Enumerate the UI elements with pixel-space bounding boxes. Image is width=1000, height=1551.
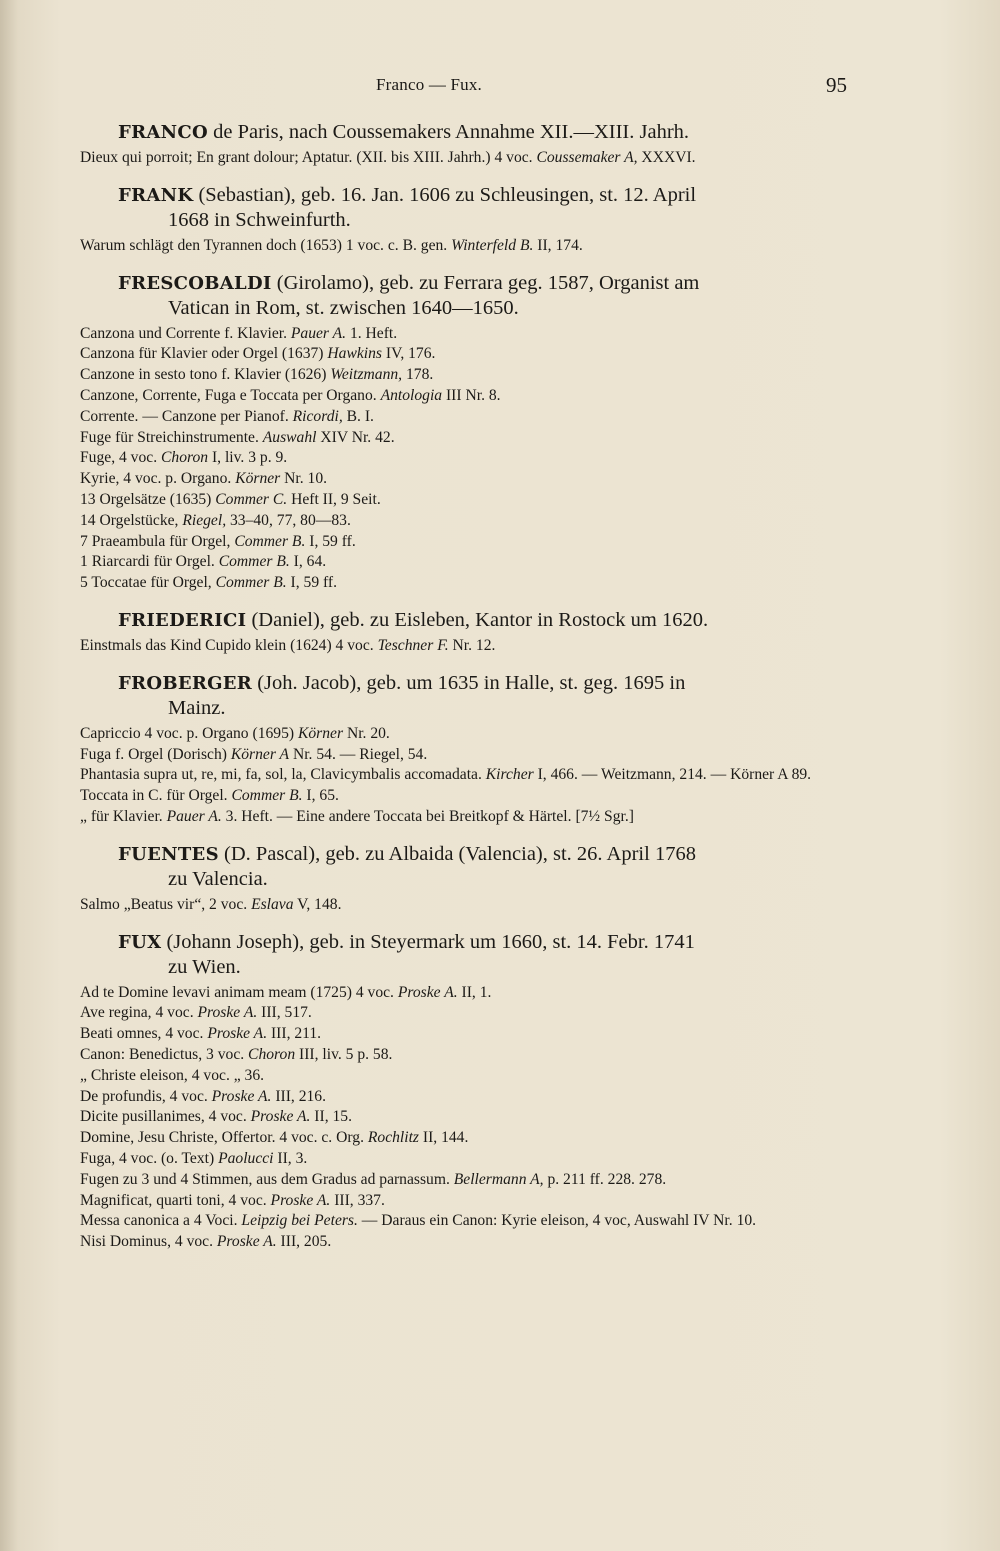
entries-list — [80, 120, 870, 1253]
work-source: Commer C. — [215, 490, 288, 508]
composer-entry — [80, 271, 870, 594]
work-reference: Nr. 20. — [343, 724, 390, 742]
work-item — [80, 724, 870, 745]
composer-description-continued: Mainz. — [168, 696, 226, 719]
work-reference: III, 337. — [330, 1191, 385, 1209]
work-source: Choron — [161, 449, 209, 467]
page-number: 95 — [826, 73, 847, 97]
work-item — [80, 324, 870, 345]
work-source: Pauer A. — [290, 324, 347, 342]
work-source: Winterfeld B. — [451, 236, 534, 254]
composer-description: (Sebastian), geb. 16. Jan. 1606 zu Schleusingen, st. 12. April — [193, 183, 697, 206]
work-reference: III, liv. 5 p. 58. — [295, 1045, 393, 1063]
composer-description: (Joh. Jacob), geb. um 1635 in Halle, st. geg. 1695 in — [252, 671, 686, 694]
work-title: Warum schlägt den Tyrannen doch (1653) 1 voc. c. B. gen. — [80, 236, 452, 254]
work-source: Commer B. — [231, 787, 303, 805]
work-source: Weitzmann, — [330, 366, 403, 384]
work-reference: II, 15. — [310, 1108, 352, 1126]
composer-description: de Paris, nach Coussemakers Annahme XII.—XIII. Jahrh. — [207, 121, 690, 143]
work-title: Ad te Domine levavi animam meam (1725) 4 voc. — [80, 983, 398, 1001]
work-reference: p. 211 ff. 228. 278. — [543, 1170, 667, 1188]
composer-heading — [118, 120, 870, 145]
work-title: Canzona für Klavier oder Orgel (1637) — [80, 345, 328, 363]
composer-heading — [118, 608, 870, 633]
composer-description: (Daniel), geb. zu Eisleben, Kantor in Rostock um 1620. — [246, 608, 709, 631]
work-item — [80, 1024, 870, 1045]
work-item — [80, 511, 870, 532]
work-item — [80, 1149, 870, 1170]
work-source: Commer B. — [215, 574, 287, 592]
composer-name: FRESCOBALDI — [118, 272, 272, 294]
work-title: Ave regina, 4 voc. — [80, 1004, 198, 1022]
work-reference: II, 174. — [533, 236, 583, 254]
work-title: Dicite pusillanimes, 4 voc. — [80, 1108, 251, 1126]
work-source: Ricordi, — [292, 407, 343, 425]
work-source: Körner — [235, 470, 281, 488]
works-list — [80, 636, 870, 657]
work-title: 5 Toccatae für Orgel, — [80, 574, 216, 592]
work-reference: IV, 176. — [381, 345, 436, 363]
work-item — [80, 386, 870, 407]
composer-name: FUX — [118, 931, 162, 953]
work-reference: I, 59 ff. — [305, 532, 356, 550]
composer-heading — [118, 183, 870, 233]
work-title: Corrente. — Canzone per Pianof. — [80, 407, 293, 425]
work-item — [80, 765, 870, 786]
work-reference: Nr. 10. — [280, 470, 328, 488]
composer-entry — [80, 608, 870, 657]
work-reference: 1. Heft. — [346, 324, 398, 342]
work-title: Canzone, Corrente, Fuga e Toccata per Organo. — [80, 386, 381, 404]
work-item — [80, 807, 870, 828]
work-source: Pauer A. — [166, 807, 222, 825]
work-title: Fuge für Streichinstrumente. — [80, 428, 263, 446]
work-title: Einstmals das Kind Cupido klein (1624) 4 voc. — [80, 636, 378, 654]
work-source: Hawkins — [327, 345, 382, 363]
work-source: Proske A. — [216, 1233, 277, 1251]
work-item — [80, 448, 870, 469]
composer-entry — [80, 183, 870, 257]
work-title: Toccata in C. für Orgel. — [80, 787, 232, 805]
work-source: Kircher — [485, 766, 534, 784]
work-title: Nisi Dominus, 4 voc. — [80, 1233, 217, 1251]
work-item — [80, 1191, 870, 1212]
composer-entry — [80, 842, 870, 916]
work-source: Teschner F. — [377, 636, 449, 654]
composer-heading — [118, 271, 870, 321]
work-source: Antologia — [380, 386, 443, 404]
work-title: Fugen zu 3 und 4 Stimmen, aus dem Gradus ad parnassum. — [80, 1170, 454, 1188]
work-item — [80, 428, 870, 449]
running-title: Franco — Fux. — [376, 75, 483, 94]
composer-description-continued: Vatican in Rom, st. zwischen 1640—1650. — [168, 296, 519, 319]
work-source: Bellermann A, — [453, 1170, 544, 1188]
work-title: 14 Orgelstücke, — [80, 511, 183, 529]
work-source: Auswahl — [262, 428, 317, 446]
work-title: Salmo „Beatus vir“, 2 voc. — [80, 895, 252, 913]
work-reference: 33–40, 77, 80—83. — [226, 511, 351, 529]
work-reference: Nr. 12. — [448, 636, 496, 654]
work-item — [80, 1170, 870, 1191]
work-source: Coussemaker A, — [536, 149, 638, 166]
work-reference: B. I. — [342, 407, 374, 425]
work-title: Canon: Benedictus, 3 voc. — [80, 1045, 249, 1063]
composer-name: FRANCO — [118, 122, 208, 143]
composer-entry — [80, 120, 870, 169]
work-reference: I, liv. 3 p. 9. — [208, 449, 288, 467]
work-item — [80, 407, 870, 428]
composer-description-continued: 1668 in Schweinfurth. — [168, 208, 351, 231]
work-item — [80, 532, 870, 553]
work-source: Rochlitz — [367, 1129, 419, 1147]
work-reference: V, 148. — [293, 895, 342, 913]
work-reference: XXXVI. — [637, 149, 696, 166]
work-source: Proske A. — [197, 1004, 258, 1022]
work-item — [80, 1107, 870, 1128]
work-reference: — Daraus ein Canon: Kyrie eleison, 4 voc, Auswahl IV Nr. 10. — [357, 1212, 757, 1230]
work-title: 7 Praeambula für Orgel, — [80, 532, 235, 550]
work-title: 13 Orgelsätze (1635) — [80, 490, 216, 508]
composer-entry — [80, 930, 870, 1253]
work-reference: 3. Heft. — Eine andere Toccata bei Breitkopf & Härtel. [7½ Sgr.] — [221, 807, 634, 825]
works-list — [80, 148, 870, 169]
work-title: Capriccio 4 voc. p. Organo (1695) — [80, 724, 298, 742]
work-reference: III, 517. — [257, 1004, 312, 1022]
composer-description-continued: zu Valencia. — [168, 867, 268, 890]
work-reference: I, 65. — [302, 787, 339, 805]
work-title: Dieux qui porroit; En grant dolour; Aptatur. (XII. bis XIII. Jahrh.) 4 voc. — [80, 149, 537, 166]
work-title: Beati omnes, 4 voc. — [80, 1025, 208, 1043]
work-title: Phantasia supra ut, re, mi, fa, sol, la, Clavicymbalis accomadata. — [80, 766, 486, 784]
work-item — [80, 1066, 870, 1087]
works-list — [80, 983, 870, 1253]
work-reference: XIV Nr. 42. — [316, 428, 395, 446]
work-title: „ Christe eleison, 4 voc. — [80, 1066, 230, 1084]
work-item — [80, 236, 870, 257]
work-item — [80, 552, 870, 573]
composer-description: (Girolamo), geb. zu Ferrara geg. 1587, Organist am — [271, 271, 700, 294]
work-title: 1 Riarcardi für Orgel. — [80, 553, 219, 571]
work-source: Commer B. — [234, 532, 306, 550]
work-title: Messa canonica a 4 Voci. — [80, 1212, 242, 1230]
work-item — [80, 745, 870, 766]
work-item — [80, 1087, 870, 1108]
work-source: Choron — [248, 1045, 296, 1063]
work-source: Commer B. — [218, 553, 290, 571]
work-title: Canzona und Corrente f. Klavier. — [80, 324, 291, 342]
work-source: Eslava — [251, 895, 294, 913]
work-reference: „ 36. — [229, 1066, 265, 1084]
work-item — [80, 573, 870, 594]
work-title: Canzone in sesto tono f. Klavier (1626) — [80, 366, 331, 384]
work-item — [80, 1232, 870, 1253]
composer-heading — [118, 930, 870, 980]
work-source: Körner A — [230, 745, 290, 763]
composer-heading — [118, 671, 870, 721]
work-item — [80, 895, 870, 916]
works-list — [80, 324, 870, 594]
composer-description-continued: zu Wien. — [168, 955, 241, 978]
works-list — [80, 724, 870, 828]
work-item — [80, 1003, 870, 1024]
work-item — [80, 344, 870, 365]
work-title: Fuga f. Orgel (Dorisch) — [80, 745, 231, 763]
work-reference: II, 3. — [273, 1149, 308, 1167]
composer-entry — [80, 671, 870, 828]
work-reference: 178. — [402, 366, 434, 384]
work-item — [80, 365, 870, 386]
composer-description: (Johann Joseph), geb. in Steyermark um 1660, st. 14. Febr. 1741 — [161, 930, 695, 953]
composer-name: FRANK — [118, 184, 194, 206]
work-title: Domine, Jesu Christe, Offertor. 4 voc. c. Org. — [80, 1129, 368, 1147]
work-reference: III, 205. — [276, 1233, 332, 1251]
work-source: Körner — [297, 724, 344, 742]
work-item — [80, 1211, 870, 1232]
work-source: Proske A. — [397, 983, 458, 1001]
work-item — [80, 1128, 870, 1149]
work-source: Proske A. — [250, 1108, 311, 1126]
work-item — [80, 490, 870, 511]
work-reference: Nr. 54. — Riegel, 54. — [289, 745, 428, 763]
works-list — [80, 236, 870, 257]
work-title: Kyrie, 4 voc. p. Organo. — [80, 470, 236, 488]
composer-heading — [118, 842, 870, 892]
work-source: Paolucci — [218, 1149, 274, 1167]
work-reference: I, 64. — [289, 553, 327, 571]
work-reference: I, 59 ff. — [286, 574, 338, 592]
work-source: Riegel, — [182, 511, 227, 529]
work-title: De profundis, 4 voc. — [80, 1087, 212, 1105]
work-title: Fuge, 4 voc. — [80, 449, 161, 467]
work-item — [80, 1045, 870, 1066]
work-reference: Heft II, 9 Seit. — [287, 490, 381, 508]
work-reference: I, 466. — Weitzmann, 214. — Körner A 89. — [533, 766, 812, 784]
work-title: „ für Klavier. — [80, 807, 167, 825]
work-title: Magnificat, quarti toni, 4 voc. — [80, 1191, 271, 1209]
work-reference: III, 211. — [267, 1025, 322, 1043]
work-reference: III Nr. 8. — [442, 386, 501, 404]
composer-description: (D. Pascal), geb. zu Albaida (Valencia), st. 26. April 1768 — [218, 842, 696, 865]
work-source: Leipzig bei Peters. — [241, 1212, 358, 1230]
work-reference: III, 216. — [271, 1087, 326, 1105]
work-source: Proske A. — [207, 1025, 268, 1043]
composer-name: FROBERGER — [118, 672, 253, 694]
composer-name: FUENTES — [118, 843, 219, 865]
work-item — [80, 983, 870, 1004]
work-source: Proske A. — [270, 1191, 331, 1209]
work-reference: II, 144. — [418, 1129, 469, 1147]
work-reference: II, 1. — [457, 983, 492, 1001]
work-item — [80, 636, 870, 657]
work-source: Proske A. — [211, 1087, 272, 1105]
work-item — [80, 148, 870, 169]
work-item — [80, 786, 870, 807]
work-title: Fuga, 4 voc. (o. Text) — [80, 1149, 219, 1167]
work-item — [80, 469, 870, 490]
composer-name: FRIEDERICI — [118, 609, 247, 631]
works-list — [80, 895, 870, 916]
